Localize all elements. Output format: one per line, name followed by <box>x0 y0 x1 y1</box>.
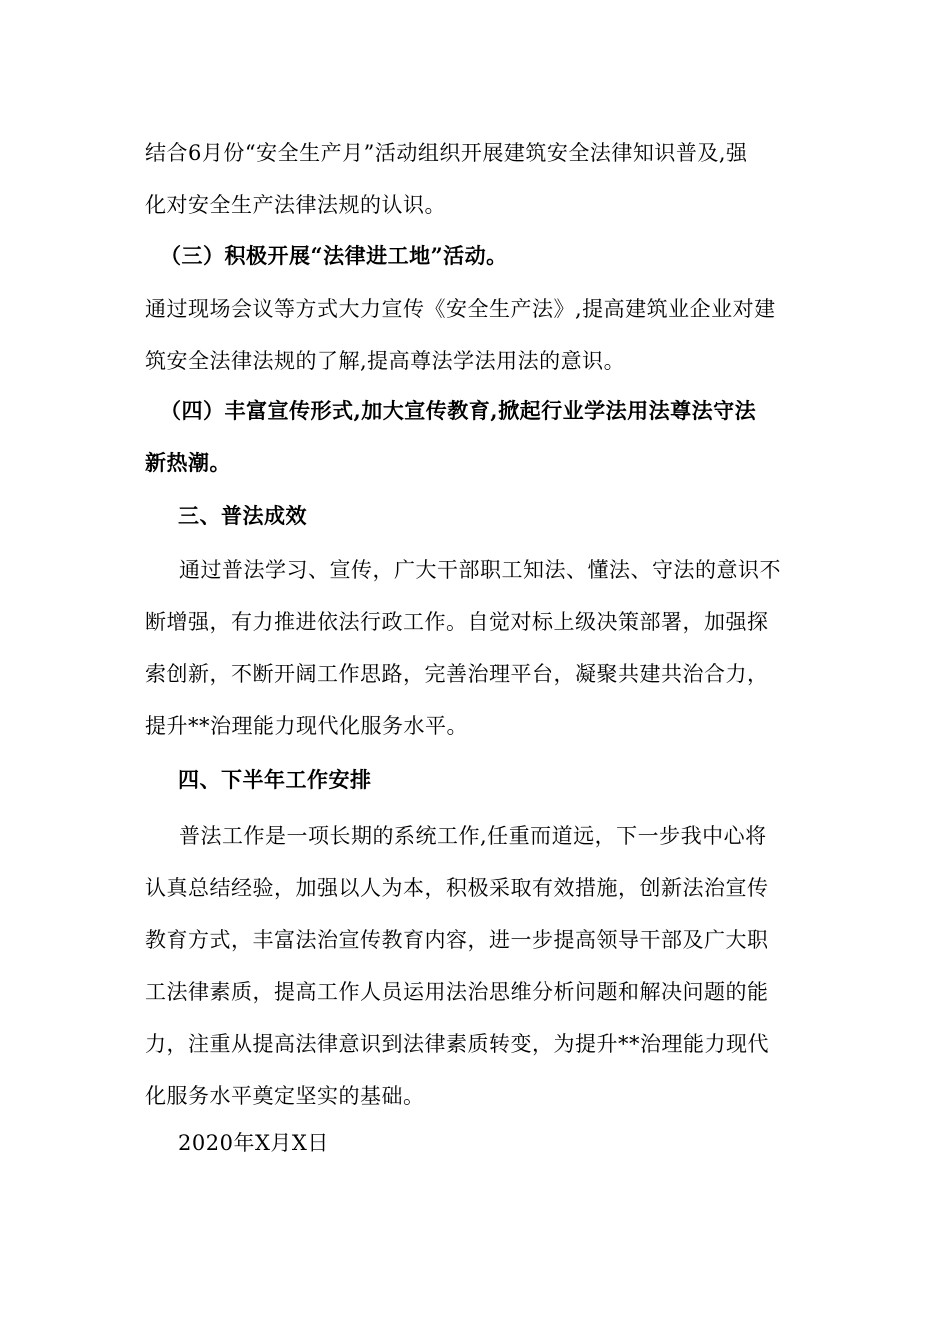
section-title-plan <box>178 754 842 806</box>
paragraph-plan <box>145 810 809 1122</box>
section-title: 三、普法成效 <box>178 503 307 528</box>
heading-publicity-forms <box>145 385 809 489</box>
heading-law-to-site <box>160 230 824 282</box>
text-line: 通过普法学习、宣传，广大干部职工知法、懂法、守法的意识不 <box>179 558 781 582</box>
paragraph-law-to-site <box>145 283 809 387</box>
section-title: 四、下半年工作安排 <box>178 767 372 792</box>
text-line: 筑安全法律法规的了解,提高尊法学法用法的意识。 <box>145 349 626 373</box>
heading-text: （三）积极开展“法律进工地”活动。 <box>160 243 508 268</box>
text-line: 化服务水平奠定坚实的基础。 <box>145 1084 425 1108</box>
text-line: 结合6月份“安全生产月”活动组织开展建筑安全法律知识普及,强 <box>145 141 748 165</box>
text-line: 通过现场会议等方式大力宣传《安全生产法》,提高建筑业企业对建 <box>145 297 776 321</box>
paragraph-results <box>145 544 809 752</box>
heading-text: （四）丰富宣传形式,加大宣传教育,掀起行业学法用法尊法守法 <box>160 398 757 423</box>
text-line: 索创新，不断开阔工作思路，完善治理平台，凝聚共建共治合力， <box>145 662 769 686</box>
heading-text: 新热潮。 <box>145 450 231 475</box>
text-line: 提升**治理能力现代化服务水平。 <box>145 714 468 738</box>
text-line: 认真总结经验，加强以人为本，积极采取有效措施，创新法治宣传 <box>145 876 769 900</box>
text-line: 普法工作是一项长期的系统工作,任重而道远，下一步我中心将 <box>179 824 767 848</box>
text-line: 化对安全生产法律法规的认识。 <box>145 193 446 217</box>
paragraph-safety-month <box>145 127 809 231</box>
section-title-results <box>178 490 842 542</box>
text-line: 力，注重从提高法律意识到法律素质转变，为提升**治理能力现代 <box>145 1032 769 1056</box>
date-text: 2020年X月X日 <box>178 1131 329 1155</box>
text-line: 断增强，有力推进依法行政工作。自觉对标上级决策部署，加强探 <box>145 610 769 634</box>
text-line: 工法律素质，提高工作人员运用法治思维分析问题和解决问题的能 <box>145 980 769 1004</box>
document-date <box>178 1117 842 1169</box>
text-line: 教育方式，丰富法治宣传教育内容，进一步提高领导干部及广大职 <box>145 928 769 952</box>
